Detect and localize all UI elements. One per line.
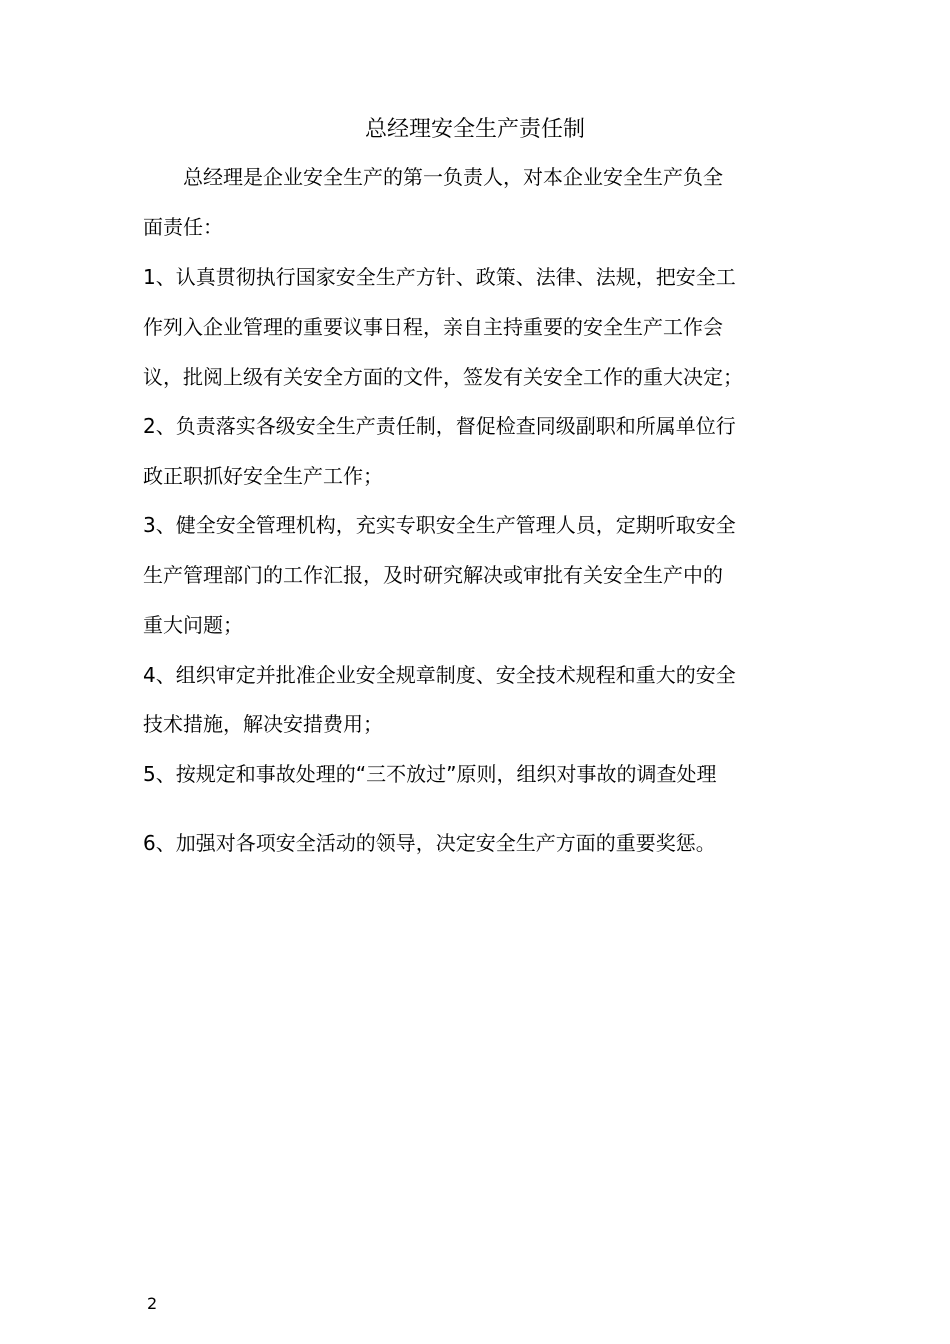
item-1-line-2: 作列入企业管理的重要议事日程，亲自主持重要的安全生产工作会 xyxy=(143,315,723,339)
item-6-line-1: 6、加强对各项安全活动的领导，决定安全生产方面的重要奖惩。 xyxy=(143,831,716,855)
item-4-line-2: 技术措施，解决安措费用； xyxy=(143,712,383,736)
intro-line-2: 面责任： xyxy=(143,215,223,239)
item-3-line-2: 生产管理部门的工作汇报，及时研究解决或审批有关安全生产中的 xyxy=(143,563,723,587)
item-3-line-1: 3、健全安全管理机构，充实专职安全生产管理人员，定期听取安全 xyxy=(143,513,736,537)
intro-line-1: 总经理是企业安全生产的第一负责人，对本企业安全生产负全 xyxy=(183,165,723,189)
document-title: 总经理安全生产责任制 xyxy=(364,117,585,142)
item-2-line-1: 2、负责落实各级安全生产责任制，督促检查同级副职和所属单位行 xyxy=(143,414,736,438)
page-number: 2 xyxy=(147,1294,158,1313)
item-1-line-1: 1、认真贯彻执行国家安全生产方针、政策、法律、法规，把安全工 xyxy=(143,265,736,289)
item-1-line-3: 议，批阅上级有关安全方面的文件，签发有关安全工作的重大决定； xyxy=(143,365,743,389)
item-4-line-1: 4、组织审定并批准企业安全规章制度、安全技术规程和重大的安全 xyxy=(143,663,736,687)
item-5-line-1: 5、按规定和事故处理的“三不放过”原则，组织对事故的调查处理 xyxy=(143,762,717,786)
item-3-line-3: 重大问题； xyxy=(143,613,243,637)
item-2-line-2: 政正职抓好安全生产工作； xyxy=(143,464,383,488)
